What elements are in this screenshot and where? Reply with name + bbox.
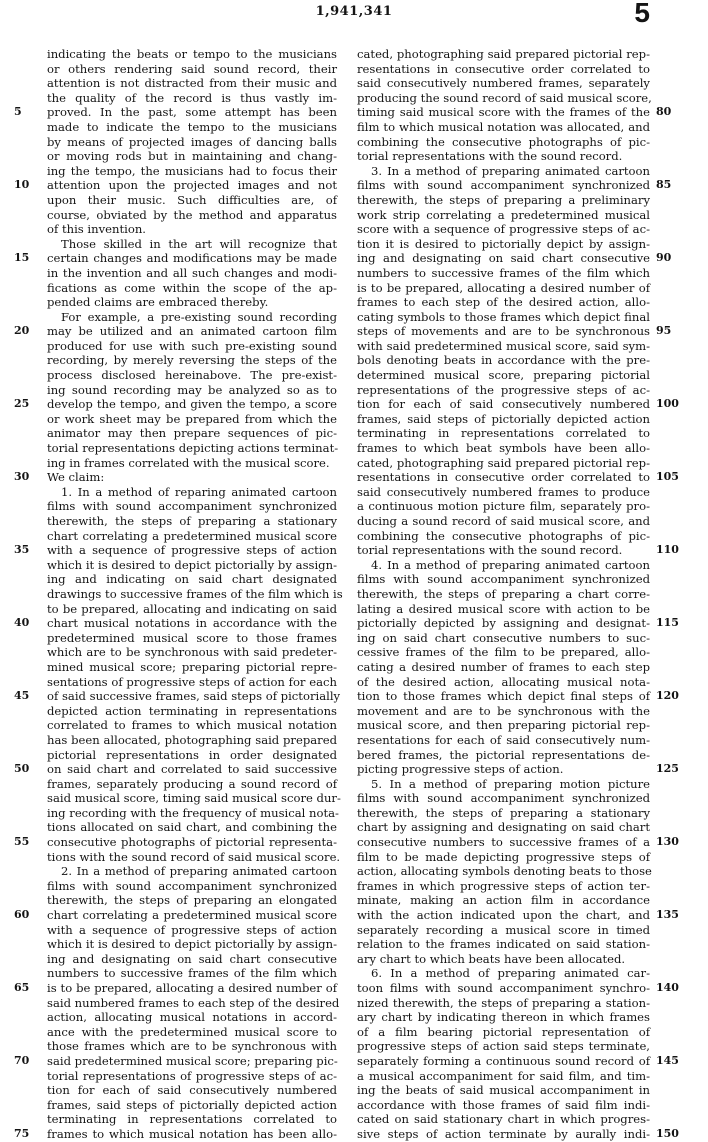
line-number: 60 [14,908,30,922]
text-line: toon films with sound accompaniment synchro- [357,981,650,995]
text-line: bered frames, the pictorial representations de- [357,747,650,762]
text-line: therewith, the steps of preparing an elongated [47,893,337,908]
text-line: ing and designating on said chart consecutive [47,951,337,966]
text-line: produced for use with such pre-existing sound [47,338,337,353]
text-line: of this invention. [47,222,146,237]
text-line: by means of projected images of dancing balls [47,134,337,149]
text-line: in the invention and all such changes and modi- [47,265,337,280]
text-line: consecutive photographs of pictorial representa- [47,835,337,850]
text-line: bols denoting beats in accordance with the pre- [357,353,650,368]
text-line: ing on said chart consecutive numbers to suc- [357,630,650,645]
text-line: frames in which progressive steps of action ter- [357,878,650,893]
text-line: producing the sound record of said musical score, [357,90,652,105]
left-column [47,47,343,1141]
text-line: attention is not distracted from their music and [47,76,337,91]
text-line: relation to the frames indicated on said station- [357,937,650,952]
page-number: 5 [634,0,650,28]
text-line: therewith, the steps of preparing a chart corre- [357,586,650,601]
text-line: frames, separately producing a sound record of [47,776,337,791]
line-number: 130 [656,835,679,849]
text-line: chart by assigning and designating on said chart [357,820,650,835]
text-line: films with sound accompaniment synchronized [47,499,337,514]
text-line: torial representations of progressive steps of ac- [47,1068,337,1083]
text-line: 5. In a method of preparing motion picture [371,776,650,791]
text-line: frames, said steps of pictorially depicted action [47,1097,337,1112]
line-number: 120 [656,689,679,703]
left-line-numbers [14,47,42,1141]
text-line: action, allocating musical notations in accord- [47,1010,337,1025]
text-line: therewith, the steps of preparing a stationary [47,514,337,528]
text-line: tion to those frames which depict final steps of [357,689,650,704]
text-line: combining the consecutive photographs of pic- [357,134,650,149]
line-number: 150 [656,1127,679,1141]
text-line: steps of movements and are to be synchronous [357,324,650,339]
line-number: 90 [656,251,672,265]
text-line: resentations for each of said consecutively num- [357,732,650,747]
text-line: upon their music. Such difficulties are, of [47,192,337,207]
text-line: correlated to frames to which musical notation [47,718,337,733]
text-line: attention upon the projected images and not [47,178,337,193]
text-line: therewith, the steps of preparing a stationary [357,805,650,820]
text-line: frames, said steps of pictorially depicted action [357,411,650,426]
text-line: separately forming a continuous sound record of [357,1053,650,1068]
text-line: of the desired action, allocating musical nota- [357,674,650,689]
line-number: 135 [656,908,679,922]
text-line: with a sequence of progressive steps of action [47,543,337,558]
text-line: representations of the progressive steps of ac- [357,382,650,397]
text-line: torial representations with the sound record. [357,543,623,558]
text-line: animator may then prepare sequences of pic- [47,426,337,441]
text-line: numbers to successive frames of the film which [357,265,650,280]
text-line: 1. In a method of reparing animated cartoon [61,484,337,499]
text-line: lating a desired musical score with action to be [357,601,650,616]
text-line: progressive steps of action said steps terminate, [357,1039,650,1054]
text-line: indicating the beats or tempo to the musicians [47,47,337,61]
text-line: made to indicate the tempo to the musicians [47,119,337,134]
text-line: frames to which musical notation has been allo- [47,1126,337,1141]
text-line: depicted action terminating in representations [47,703,337,718]
text-line: on said chart and correlated to said successive [47,762,337,777]
text-line: which are to be synchronous with said predeter- [47,645,337,660]
text-line: cated, photographing said prepared pictorial rep- [357,47,650,61]
line-number: 75 [14,1127,30,1141]
line-number: 10 [14,178,30,192]
line-number: 105 [656,470,679,484]
line-number: 5 [14,105,22,119]
line-number: 95 [656,324,672,338]
text-line: a continuous motion picture film, separately pro- [357,499,650,514]
text-line: process disclosed hereinabove. The pre-exist- [47,368,337,383]
text-line: terminating in representations correlated to [47,1112,337,1127]
text-line: resentations in consecutive order correlated to [357,61,650,76]
line-number: 65 [14,981,30,995]
line-number: 100 [656,397,679,411]
text-line: pended claims are embraced thereby. [47,295,269,310]
text-line: frames to which beat symbols have been allo- [357,441,650,456]
line-number: 30 [14,470,30,484]
patent-number: 1,941,341 [315,4,393,19]
text-line: 6. In a method of preparing animated car- [371,966,650,981]
text-line: score with a sequence of progressive steps of ac- [357,222,650,237]
right-column [357,47,652,1141]
text-line: to be prepared, allocating and indicating on said [47,601,337,616]
line-number: 15 [14,251,30,265]
text-line: with said predetermined musical score, said sym- [357,338,650,353]
line-number: 25 [14,397,30,411]
line-number: 40 [14,616,30,630]
text-line: or others rendering said sound record, their [47,61,337,76]
text-line: with a sequence of progressive steps of action [47,922,337,937]
text-line: torial representations with the sound record. [357,149,623,164]
text-line: recording, by merely reversing the steps of the [47,353,337,368]
text-line: is to be prepared, allocating a desired number of [357,280,650,295]
text-line: resentations in consecutive order correlated to [357,470,650,485]
text-line: chart correlating a predetermined musical score [47,528,337,543]
text-line: pictorial representations in order designated [47,747,337,762]
text-line: tion for each of said consecutively numbered [47,1083,337,1098]
text-line: 2. In a method of preparing animated cartoon [61,864,337,879]
text-line: We claim: [47,470,105,485]
text-line: drawings to successive frames of the film which is [47,586,343,601]
text-line: 4. In a method of preparing animated cartoon [371,557,650,572]
text-line: has been allocated, photographing said prepared [47,732,337,747]
text-line: cated, photographing said prepared pictorial rep- [357,455,650,470]
text-line: tions with the sound record of said musical score. [47,849,341,864]
line-number: 45 [14,689,30,703]
text-line: which it is desired to depict pictorially by assign- [47,557,337,572]
text-line: predetermined musical score to those frames [47,630,337,645]
text-line: certain changes and modifications may be made [47,251,337,266]
line-number: 145 [656,1054,679,1068]
text-line: cated on said stationary chart in which progres- [357,1112,650,1127]
text-line: tion it is desired to pictorially depict by assign- [357,236,650,251]
line-number: 55 [14,835,30,849]
text-line: nized therewith, the steps of preparing a station- [357,995,650,1010]
text-line: minate, making an action film in accordance [357,893,650,908]
text-line: chart musical notations in accordance with the [47,616,337,631]
text-line: action, allocating symbols denoting beats to those [357,864,652,879]
text-line: is to be prepared, allocating a desired number of [47,981,337,995]
text-line: ing recording with the frequency of musical nota- [47,805,339,820]
text-line: pictorially depicted by assigning and designat- [357,616,650,631]
text-line: consecutive numbers to successive frames of a [357,835,650,850]
text-line: said consecutively numbered frames, separately [357,76,650,91]
text-line: sentations of progressive steps of action for each [47,674,337,689]
text-line: mined musical score; preparing pictorial repre- [47,659,337,674]
line-number: 70 [14,1054,30,1068]
text-line: ary chart to which beats have been allocated. [357,951,626,966]
text-line: cessive frames of the film to be prepared, allo- [357,645,650,660]
text-line: musical score, and then preparing pictorial rep- [357,718,650,733]
text-line: with the action indicated upon the chart, and [357,908,650,923]
text-line: which it is desired to depict pictorially by assign- [47,937,337,952]
text-line: the quality of the record is thus vastly im- [47,90,337,105]
page-header [0,0,708,40]
text-line: combining the consecutive photographs of pic- [357,528,650,543]
text-line: terminating in representations correlated to [357,426,650,441]
text-line: ance with the predetermined musical score to [47,1024,337,1039]
text-line: cating a desired number of frames to each step [357,659,650,674]
text-line: determined musical score, preparing pictorial [357,368,650,383]
text-line: tions allocated on said chart, and combining the [47,820,337,835]
text-line: For example, a pre-existing sound recording [61,309,337,324]
text-line: or work sheet may be prepared from which the [47,411,337,426]
line-number: 20 [14,324,30,338]
text-line: ing and designating on said chart consecutive [357,251,650,266]
text-line: ing and indicating on said chart designated [47,572,337,587]
text-line: frames to each step of the desired action, allo- [357,295,650,310]
right-line-numbers [656,47,692,1141]
text-line: said numbered frames to each step of the desired [47,995,340,1010]
text-line: proved. In the past, some attempt has been [47,105,337,120]
line-number: 85 [656,178,672,192]
text-line: ary chart by indicating thereon in which frames [357,1010,650,1025]
line-number: 35 [14,543,30,557]
text-line: of said successive frames, said steps of pictorially [47,689,341,704]
text-line: torial representations depicting actions terminat- [47,441,339,456]
text-line: numbers to successive frames of the film which [47,966,337,981]
text-line: course, obviated by the method and apparatus [47,207,337,222]
text-line: film to which musical notation was allocated, and [357,119,650,134]
text-line: ducing a sound record of said musical score, and [357,514,650,528]
text-line: cating symbols to those frames which depict final [357,309,650,324]
text-line: those frames which are to be synchronous with [47,1039,337,1054]
text-line: said predetermined musical score; preparing pic- [47,1053,338,1068]
text-line: or moving rods but in maintaining and chang- [47,149,337,164]
text-line: a musical accompaniment for said film, and tim- [357,1068,650,1083]
text-line: therewith, the steps of preparing a preliminary [357,192,650,207]
line-number: 140 [656,981,679,995]
text-line: ing sound recording may be analyzed so as to [47,382,337,397]
text-line: sive steps of action terminate by aurally indi- [357,1126,650,1141]
text-line: ing the beats of said musical accompaniment in [357,1083,650,1098]
text-line: movement and are to be synchronous with the [357,703,650,718]
text-line: develop the tempo, and given the tempo, a score [47,397,337,412]
text-line: film to be made depicting progressive steps of [357,849,650,864]
text-line: films with sound accompaniment synchronized [357,791,650,806]
text-line: said musical score, timing said musical score dur- [47,791,341,806]
text-line: timing said musical score with the frames of the [357,105,650,120]
text-line: tion for each of said consecutively numbered [357,397,650,412]
text-line: 3. In a method of preparing animated cartoon [371,163,650,178]
line-number: 80 [656,105,672,119]
text-line: separately recording a musical score in timed [357,922,650,937]
text-line: work strip correlating a predetermined musical [357,207,650,222]
text-line: may be utilized and an animated cartoon film [47,324,337,339]
text-line: ing the tempo, the musicians had to focus their [47,163,337,178]
text-line: said consecutively numbered frames to produce [357,484,650,499]
text-line: fications as come within the scope of the ap- [47,280,337,295]
text-line: chart correlating a predetermined musical score [47,908,337,923]
text-line: ing in frames correlated with the musical score. [47,455,330,470]
text-line: picting progressive steps of action. [357,762,564,777]
line-number: 125 [656,762,679,776]
text-line: accordance with those frames of said film indi- [357,1097,650,1112]
line-number: 115 [656,616,679,630]
text-line: of a film bearing pictorial representation of [357,1024,650,1039]
text-line: films with sound accompaniment synchronized [357,572,650,587]
line-number: 110 [656,543,679,557]
text-line: Those skilled in the art will recognize that [61,236,337,251]
line-number: 50 [14,762,30,776]
text-line: films with sound accompaniment synchronized [47,878,337,893]
text-line: films with sound accompaniment synchronized [357,178,650,193]
